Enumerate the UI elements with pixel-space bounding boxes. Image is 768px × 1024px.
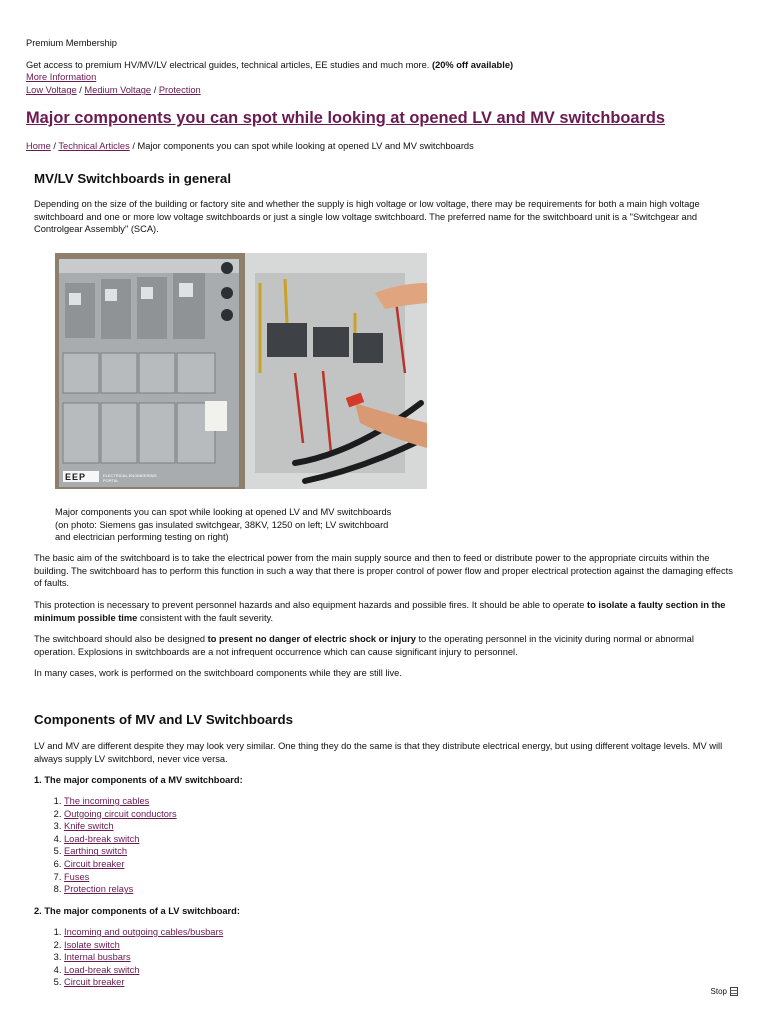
list-item xyxy=(64,926,223,939)
more-information-link[interactable]: More Information xyxy=(26,72,97,82)
mv-item-knife-switch-link[interactable]: Knife switch xyxy=(64,821,114,832)
lv-components-heading: 2. The major components of a LV switchboard: xyxy=(34,906,240,916)
page-title xyxy=(26,109,746,128)
switchboard-photo xyxy=(55,253,427,489)
lv-item-isolate-switch-link[interactable]: Isolate switch xyxy=(64,939,120,950)
list-item xyxy=(64,939,223,952)
list-item xyxy=(64,808,177,821)
stop-button[interactable] xyxy=(711,987,738,996)
mv-item-fuses-link[interactable]: Fuses xyxy=(64,871,90,882)
paragraph-protection: This protection is necessary to prevent personnel hazards and also equipment hazards and possible fires. It should be able to operate to isolate a faulty section in the minimum possible time consistent with the fault severity. xyxy=(34,600,726,623)
photo-caption: Major components you can spot while looking at opened LV and MV switchboards (on photo: Siemens gas insulated switchgear, 38KV, 1250 on left; LV switchboard and electrician performing testing on right) xyxy=(55,507,392,542)
section-heading-general: MV/LV Switchboards in general xyxy=(34,171,232,186)
mv-item-incoming-cables-link[interactable]: The incoming cables xyxy=(64,796,150,806)
breadcrumb-current: Major components you can spot while looking at opened LV and MV switchboards xyxy=(137,141,474,151)
mv-item-outgoing-conductors-link[interactable]: Outgoing circuit conductors xyxy=(64,808,177,819)
lv-components-list xyxy=(24,926,223,989)
list-item xyxy=(64,845,177,858)
list-item xyxy=(64,795,177,808)
photo-logo: EEP xyxy=(65,472,87,482)
list-item xyxy=(64,820,177,833)
components-intro-paragraph: LV and MV are different despite they may look very similar. One thing they do the same is that they distribute electrical energy, but using different voltage levels. MV will always supply LV switchbord, never vice versa. xyxy=(34,741,723,764)
mv-components-list xyxy=(24,795,177,896)
section-intro-paragraph: Depending on the size of the building or factory site and whether the supply is high voltage or low voltage, there may be requirements for both a main high voltage switchboard and one or more low voltage switchboards or just a single low voltage switchboard. The preferred name for the switchboard unit is a "Switchgear and Controlgear Assembly" (SCA). xyxy=(34,199,700,234)
list-item xyxy=(64,964,223,977)
list-item xyxy=(64,833,177,846)
mv-item-circuit-breaker-link[interactable]: Circuit breaker xyxy=(64,858,125,869)
breadcrumb: Home / Technical Articles / Major components you can spot while looking at opened LV and MV switchboards xyxy=(26,141,474,151)
switchboard-photo-illustration xyxy=(55,253,427,489)
list-item xyxy=(64,883,177,896)
paragraph-design: The switchboard should also be designed to present no danger of electric shock or injury to the operating personnel in the vicinity during normal or abnormal operation. Explosions in switchboards are a not infrequent occurrence which can cause significant injury to personnel. xyxy=(34,634,694,657)
list-item xyxy=(64,976,223,989)
category-low-voltage-link[interactable]: Low Voltage xyxy=(26,85,77,95)
category-protection-link[interactable]: Protection xyxy=(158,85,201,95)
paragraph-live-work: In many cases, work is performed on the switchboard components while they are still live. xyxy=(34,668,402,678)
lv-item-load-break-switch-link[interactable]: Load-break switch xyxy=(64,964,140,975)
mv-item-earthing-switch-link[interactable]: Earthing switch xyxy=(64,846,128,857)
photo-logo-subtitle: ELECTRICAL ENGINEERING PORTAL xyxy=(103,473,157,483)
list-item xyxy=(64,951,223,964)
paragraph-design-emphasis: to present no danger of electric shock or injury xyxy=(207,634,416,644)
lv-item-circuit-breaker-link[interactable]: Circuit breaker xyxy=(64,977,125,988)
page-title-link[interactable]: Major components you can spot while looking at opened LV and MV switchboards xyxy=(26,109,665,127)
paragraph-protection-emphasis: to isolate a faulty section in the minimum possible time xyxy=(34,600,726,623)
mv-item-load-break-switch-link[interactable]: Load-break switch xyxy=(64,833,140,844)
breadcrumb-technical-articles-link[interactable]: Technical Articles xyxy=(58,141,130,151)
document-icon xyxy=(730,987,738,996)
mv-components-heading: 1. The major components of a MV switchboard: xyxy=(34,775,243,785)
mv-item-protection-relays-link[interactable]: Protection relays xyxy=(64,884,134,895)
paragraph-basic-aim: The basic aim of the switchboard is to take the electrical power from the main supply source and then to feed or distribute power to the appropriate circuits within the building. The switchboard has to perform this function in such a way that there is proper control of power flow and proper electrical protection against the damaging effects of faults. xyxy=(34,553,733,588)
stop-label: Stop xyxy=(710,987,727,996)
membership-discount: (20% off available) xyxy=(431,60,514,70)
list-item xyxy=(64,858,177,871)
membership-heading: Premium Membership xyxy=(26,38,117,48)
section-heading-components: Components of MV and LV Switchboards xyxy=(34,712,294,727)
lv-item-cables-busbars-link[interactable]: Incoming and outgoing cables/busbars xyxy=(64,927,224,937)
category-links: Low Voltage / Medium Voltage / Protection xyxy=(26,85,201,95)
breadcrumb-home-link[interactable]: Home xyxy=(26,141,51,151)
lv-item-internal-busbars-link[interactable]: Internal busbars xyxy=(64,952,131,963)
list-item xyxy=(64,871,177,884)
category-medium-voltage-link[interactable]: Medium Voltage xyxy=(84,85,152,95)
membership-text: Get access to premium HV/MV/LV electrical guides, technical articles, EE studies and much more. (20% off available) xyxy=(26,60,514,70)
